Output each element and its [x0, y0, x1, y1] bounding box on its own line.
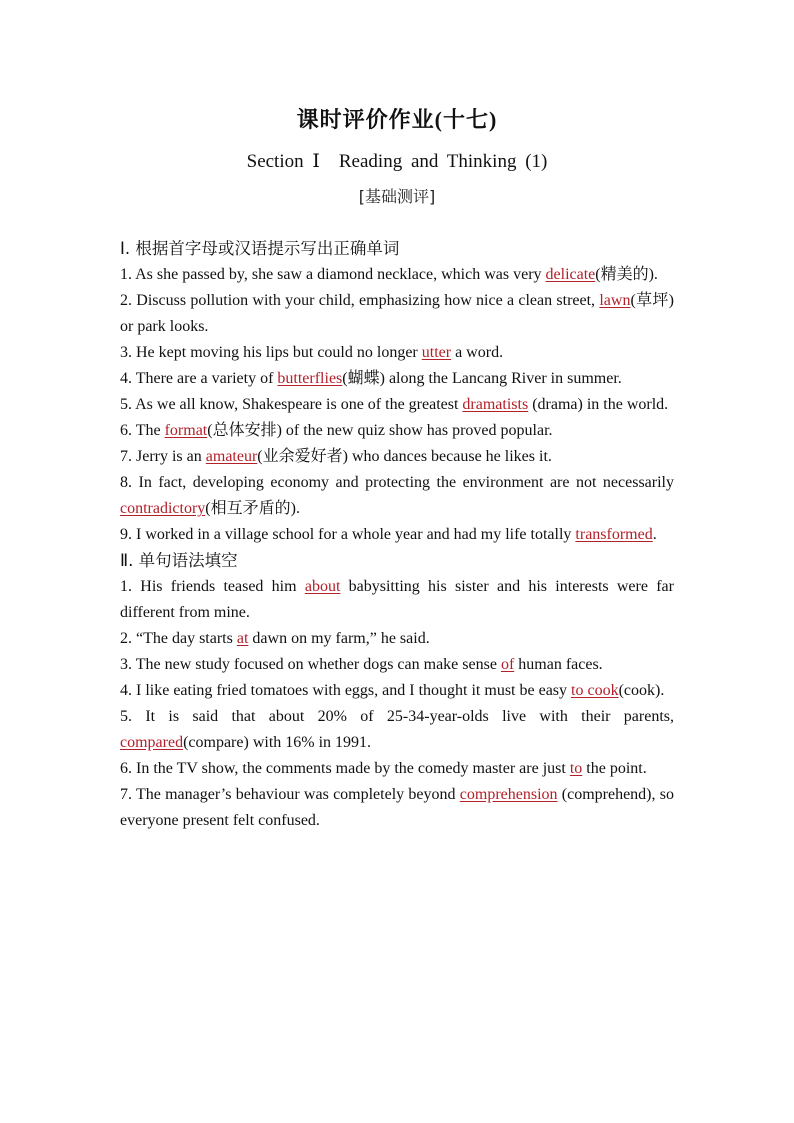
part2-list [120, 574, 674, 834]
answer-word: about [304, 578, 341, 595]
question-text-after: dawn on my farm,” he said. [248, 630, 430, 647]
question-text-before: 8. In fact, developing economy and protecting the environment are not necessarily [120, 474, 674, 491]
answer-word: format [164, 422, 208, 439]
question-text-after: human faces. [514, 656, 603, 673]
exercise-content [120, 236, 674, 834]
question-item [120, 470, 674, 522]
part1-heading: Ⅰ. 根据首字母或汉语提示写出正确单词 [120, 239, 400, 258]
question-item [120, 288, 674, 340]
question-text-before: 4. I like eating fried tomatoes with eggs, and I thought it must be easy [120, 682, 572, 699]
question-text-before: 1. As she passed by, she saw a diamond necklace, which was very [120, 266, 546, 283]
question-text-before: 3. He kept moving his lips but could no longer [120, 344, 422, 361]
answer-word: to cook [571, 682, 619, 699]
question-item [120, 340, 674, 366]
question-text-before: 1. His friends teased him [120, 578, 305, 595]
question-text-before: 4. There are a variety of [120, 370, 278, 387]
question-text-after: babysitting his sister and his interests were far different from mine. [120, 578, 674, 621]
answer-word: comprehension [459, 786, 558, 803]
question-text-after: (drama) in the world. [528, 396, 669, 413]
question-item [120, 756, 674, 782]
answer-word: butterflies [277, 370, 343, 387]
answer-word: compared [120, 734, 184, 751]
answer-word: transformed [575, 526, 653, 543]
answer-word: dramatists [462, 396, 529, 413]
answer-word: to [569, 760, 583, 777]
question-item [120, 782, 674, 834]
question-text-before: 6. In the TV show, the comments made by the comedy master are just [120, 760, 570, 777]
question-text-after: . [652, 526, 657, 543]
section-subtitle: Section Ⅰ Reading and Thinking (1) [246, 151, 548, 172]
question-item [120, 678, 674, 704]
question-text-before: 2. Discuss pollution with your child, emphasizing how nice a clean street, [120, 292, 600, 309]
question-text-after: (comprehend), so everyone present felt confused. [120, 786, 674, 829]
question-text-after: (相互矛盾的). [205, 500, 300, 517]
question-item [120, 366, 674, 392]
answer-word: of [500, 656, 515, 673]
question-item [120, 418, 674, 444]
question-item [120, 652, 674, 678]
question-text-before: 3. The new study focused on whether dogs can make sense [120, 656, 501, 673]
question-item [120, 704, 674, 756]
question-text-after: (精美的). [595, 266, 658, 283]
part2-heading: Ⅱ. 单句语法填空 [120, 551, 238, 570]
question-text-after: (蝴蝶) along the Lancang River in summer. [342, 370, 622, 387]
question-text-after: (compare) with 16% in 1991. [183, 734, 372, 751]
assessment-tag: [基础测评] [358, 187, 436, 206]
question-text-after: the point. [582, 760, 647, 777]
part1-list [120, 262, 674, 548]
question-text-before: 6. The [120, 422, 165, 439]
question-text-before: 5. As we all know, Shakespeare is one of the greatest [120, 396, 463, 413]
page-title: 课时评价作业(十七) [296, 107, 498, 132]
question-item [120, 262, 674, 288]
question-text-before: 7. Jerry is an [120, 448, 206, 465]
question-text-after: (总体安排) of the new quiz show has proved popular. [207, 422, 553, 439]
question-text-after: a word. [451, 344, 504, 361]
question-text-before: 5. It is said that about 20% of 25-34-year-olds live with their parents, [120, 708, 674, 725]
answer-word: utter [421, 344, 452, 361]
question-item [120, 574, 674, 626]
question-text-after: (cook). [618, 682, 665, 699]
question-item [120, 444, 674, 470]
answer-word: at [236, 630, 249, 647]
answer-word: contradictory [120, 500, 206, 517]
question-text-before: 7. The manager’s behaviour was completely beyond [120, 786, 460, 803]
question-text-before: 9. I worked in a village school for a whole year and had my life totally [120, 526, 576, 543]
answer-word: delicate [545, 266, 596, 283]
question-text-before: 2. “The day starts [120, 630, 237, 647]
answer-word: lawn [599, 292, 631, 309]
question-text-after: (草坪) or park looks. [120, 292, 674, 335]
question-item [120, 626, 674, 652]
question-item [120, 522, 674, 548]
answer-word: amateur [205, 448, 258, 465]
question-text-after: (业余爱好者) who dances because he likes it. [257, 448, 552, 465]
question-item [120, 392, 674, 418]
